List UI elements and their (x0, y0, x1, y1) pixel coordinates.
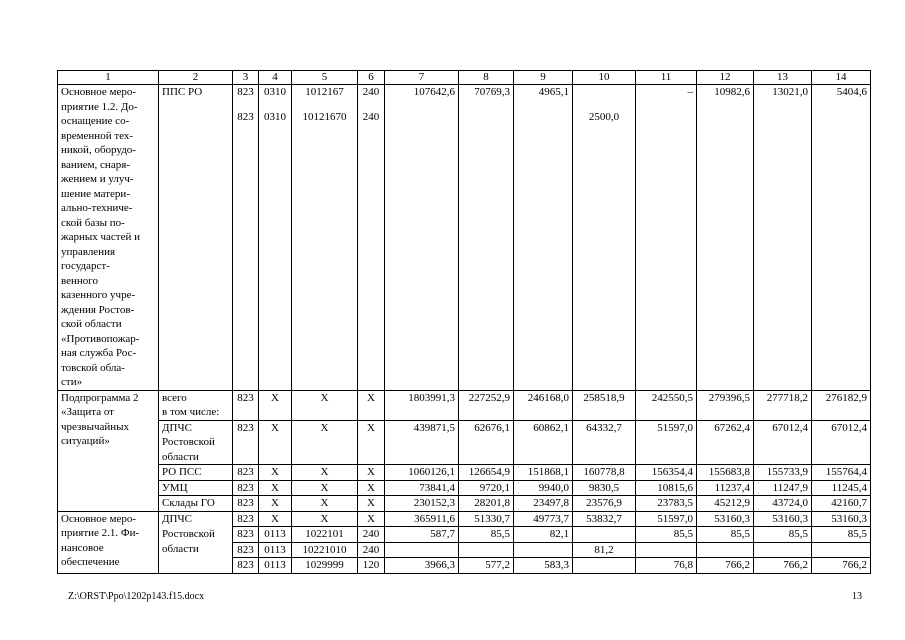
text-line: приятие 2.1. Фи- (61, 527, 140, 539)
header-cell: 13 (754, 71, 812, 85)
cell-col-5: Х (292, 465, 358, 481)
cell-col-7: 365911,6 (385, 511, 459, 527)
cell-col-12 (697, 110, 754, 390)
cell-col-5: Х (292, 496, 358, 512)
text-line: никой, оборудо- (61, 144, 136, 156)
cell-col-10: 81,2 (573, 542, 636, 558)
executor (159, 496, 233, 512)
header-cell: 11 (636, 71, 697, 85)
cell-col-4: 0310 (259, 110, 292, 390)
text-line: Склады ГО (162, 497, 215, 509)
cell-col-6: 240 (358, 85, 385, 111)
cell-col-13: 43724,0 (754, 496, 812, 512)
text-line: ДПЧС (162, 421, 192, 434)
header-cell: 1 (58, 71, 159, 85)
measure-name (58, 511, 159, 573)
header-cell: 10 (573, 71, 636, 85)
cell-col-11: 51597,0 (636, 511, 697, 527)
text-line: «Противопожар- (61, 332, 140, 345)
cell-col-9: 4965,1 (514, 85, 573, 111)
cell-col-9: 82,1 (514, 527, 573, 543)
cell-col-13: 155733,9 (754, 465, 812, 481)
cell-col-8 (459, 542, 514, 558)
executor (159, 390, 233, 420)
text-line: товской обла- (61, 361, 125, 374)
header-cell: 6 (358, 71, 385, 85)
cell-col-12: 279396,5 (697, 390, 754, 420)
cell-col-13: 85,5 (754, 527, 812, 543)
cell-col-8: 51330,7 (459, 511, 514, 527)
cell-col-4: 0310 (259, 85, 292, 111)
cell-col-5: 10221010 (292, 542, 358, 558)
cell-col-6: 120 (358, 558, 385, 574)
cell-col-14: 85,5 (812, 527, 871, 543)
cell-col-8: 70769,3 (459, 85, 514, 111)
cell-col-7: 73841,4 (385, 480, 459, 496)
cell-col-12 (697, 542, 754, 558)
cell-col-9: 151868,1 (514, 465, 573, 481)
header-cell: 9 (514, 71, 573, 85)
cell-col-3: 823 (233, 542, 259, 558)
text-line: «Защита от (61, 406, 114, 418)
cell-col-13 (754, 110, 812, 390)
cell-col-7 (385, 110, 459, 390)
cell-col-12: 45212,9 (697, 496, 754, 512)
text-line: ситуаций» (61, 435, 110, 447)
cell-col-9: 23497,8 (514, 496, 573, 512)
cell-col-7: 230152,3 (385, 496, 459, 512)
text-line: сти» (61, 376, 83, 388)
cell-col-7: 1060126,1 (385, 465, 459, 481)
cell-col-7 (385, 542, 459, 558)
cell-col-3: 823 (233, 480, 259, 496)
text-line: жарных частей и (61, 231, 141, 243)
cell-col-6: 240 (358, 110, 385, 390)
cell-col-11: 242550,5 (636, 390, 697, 420)
table-row (58, 558, 871, 574)
text-line: жением и улуч- (61, 173, 134, 185)
text-line: УМЦ (162, 481, 188, 494)
footer-file-path: Z:\ORST\Ppo\1202p143.f15.docx (68, 591, 205, 602)
cell-col-14: 276182,9 (812, 390, 871, 420)
cell-col-8: 85,5 (459, 527, 514, 543)
table-row (58, 465, 871, 481)
cell-col-11: 156354,4 (636, 465, 697, 481)
text-line: ная служба Рос- (61, 347, 137, 359)
header-cell: 7 (385, 71, 459, 85)
text-line: нансовое (61, 541, 104, 554)
cell-col-11: 76,8 (636, 558, 697, 574)
cell-col-10: 258518,9 (573, 390, 636, 420)
text-line: оснащение со- (61, 115, 130, 127)
cell-col-3: 823 (233, 465, 259, 481)
cell-col-14: 53160,3 (812, 511, 871, 527)
executor (159, 480, 233, 496)
cell-col-11: 85,5 (636, 527, 697, 543)
cell-col-5: 1012167 (292, 85, 358, 111)
text-line: временной тех- (61, 129, 134, 142)
executor (159, 420, 233, 465)
cell-col-14: 5404,6 (812, 85, 871, 111)
table-row (58, 420, 871, 465)
cell-col-14: 67012,4 (812, 420, 871, 465)
cell-col-11: – (636, 85, 697, 111)
cell-col-3: 823 (233, 496, 259, 512)
cell-col-9: 60862,1 (514, 420, 573, 465)
cell-col-7: 439871,5 (385, 420, 459, 465)
text-line: ской области (61, 318, 122, 330)
cell-col-10: 160778,8 (573, 465, 636, 481)
cell-col-4: Х (259, 480, 292, 496)
cell-col-8: 9720,1 (459, 480, 514, 496)
table-row (58, 390, 871, 420)
text-line: государст- (61, 260, 110, 272)
cell-col-4: Х (259, 465, 292, 481)
header-cell: 3 (233, 71, 259, 85)
cell-col-6: Х (358, 390, 385, 420)
cell-col-3: 823 (233, 85, 259, 111)
text-line: области (162, 450, 199, 463)
cell-col-6: Х (358, 465, 385, 481)
cell-col-14: 11245,4 (812, 480, 871, 496)
cell-col-4: Х (259, 420, 292, 465)
text-line: ванием, снаря- (61, 158, 130, 171)
cell-col-14: 42160,7 (812, 496, 871, 512)
text-line: Основное меро- (61, 86, 137, 98)
cell-col-10: 9830,5 (573, 480, 636, 496)
cell-col-6: Х (358, 496, 385, 512)
header-cell: 4 (259, 71, 292, 85)
cell-col-9: 246168,0 (514, 390, 573, 420)
cell-col-6: Х (358, 480, 385, 496)
text-line: ждения Ростов- (61, 303, 135, 316)
cell-col-10 (573, 558, 636, 574)
cell-col-4: 0113 (259, 527, 292, 543)
cell-col-4: Х (259, 496, 292, 512)
cell-col-12: 766,2 (697, 558, 754, 574)
cell-col-13: 766,2 (754, 558, 812, 574)
cell-col-8: 28201,8 (459, 496, 514, 512)
table-row (58, 542, 871, 558)
table-row (58, 527, 871, 543)
cell-col-12: 67262,4 (697, 420, 754, 465)
text-line: управления (61, 245, 116, 258)
cell-col-11 (636, 110, 697, 390)
header-cell: 8 (459, 71, 514, 85)
header-cell: 14 (812, 71, 871, 85)
cell-col-8 (459, 110, 514, 390)
cell-col-13: 13021,0 (754, 85, 812, 111)
cell-col-7: 3966,3 (385, 558, 459, 574)
cell-col-7: 587,7 (385, 527, 459, 543)
text-line: ской базы по- (61, 216, 125, 229)
cell-col-14 (812, 542, 871, 558)
text-line: чрезвычайных (61, 420, 130, 433)
table-row (58, 511, 871, 527)
cell-col-10: 64332,7 (573, 420, 636, 465)
text-line: Основное меро- (61, 512, 137, 525)
cell-col-7: 1803991,3 (385, 390, 459, 420)
cell-col-13: 277718,2 (754, 390, 812, 420)
header-cell: 12 (697, 71, 754, 85)
executor: ДПЧС (159, 511, 233, 527)
cell-col-12: 11237,4 (697, 480, 754, 496)
cell-col-4: 0113 (259, 558, 292, 574)
table-row (58, 85, 871, 111)
table-row (58, 496, 871, 512)
footer-page-number: 13 (852, 591, 862, 602)
cell-col-10 (573, 527, 636, 543)
text-line: ально-техниче- (61, 202, 133, 214)
cell-col-11: 51597,0 (636, 420, 697, 465)
header-row (58, 71, 871, 85)
cell-col-13: 67012,4 (754, 420, 812, 465)
cell-col-12: 10982,6 (697, 85, 754, 111)
text-line: венного (61, 274, 99, 287)
header-cell: 2 (159, 71, 233, 85)
cell-col-12: 155683,8 (697, 465, 754, 481)
header-cell: 5 (292, 71, 358, 85)
cell-col-9: 583,3 (514, 558, 573, 574)
text-line: в том числе: (162, 406, 220, 418)
cell-col-11: 23783,5 (636, 496, 697, 512)
text-line: обеспечение (61, 556, 120, 568)
cell-col-8: 126654,9 (459, 465, 514, 481)
cell-col-5: 1029999 (292, 558, 358, 574)
executor (159, 465, 233, 481)
cell-col-4: Х (259, 390, 292, 420)
cell-col-6: 240 (358, 527, 385, 543)
executor: области (159, 542, 233, 558)
cell-col-9: 9940,0 (514, 480, 573, 496)
cell-col-3: 823 (233, 420, 259, 465)
cell-col-14 (812, 110, 871, 390)
cell-col-14: 766,2 (812, 558, 871, 574)
text-line: шение матери- (61, 187, 130, 200)
text-line: всего (162, 391, 187, 404)
measure-name (58, 85, 159, 391)
cell-col-8: 227252,9 (459, 390, 514, 420)
cell-col-3: 823 (233, 390, 259, 420)
cell-col-3: 823 (233, 558, 259, 574)
cell-col-9 (514, 542, 573, 558)
cell-col-5: 1022101 (292, 527, 358, 543)
cell-col-10 (573, 85, 636, 111)
text-line: РО ПСС (162, 466, 202, 478)
cell-col-9: 49773,7 (514, 511, 573, 527)
cell-col-4: Х (259, 511, 292, 527)
cell-col-7: 107642,6 (385, 85, 459, 111)
cell-col-6: Х (358, 511, 385, 527)
cell-col-13: 11247,9 (754, 480, 812, 496)
executor: Ростовской (159, 527, 233, 543)
cell-col-12: 53160,3 (697, 511, 754, 527)
cell-col-13: 53160,3 (754, 511, 812, 527)
cell-col-14: 155764,4 (812, 465, 871, 481)
text-line: Подпрограмма 2 (61, 391, 139, 404)
cell-col-5: Х (292, 480, 358, 496)
cell-col-4: 0113 (259, 542, 292, 558)
executor (159, 558, 233, 574)
budget-table (57, 70, 871, 574)
text-line: приятие 1.2. До- (61, 100, 138, 113)
cell-col-5: 10121670 (292, 110, 358, 390)
cell-col-8: 577,2 (459, 558, 514, 574)
cell-col-6: 240 (358, 542, 385, 558)
subprogram-name (58, 390, 159, 511)
table-row (58, 480, 871, 496)
cell-col-5: Х (292, 420, 358, 465)
cell-col-3: 823 (233, 110, 259, 390)
cell-col-10: 23576,9 (573, 496, 636, 512)
cell-col-6: Х (358, 420, 385, 465)
cell-col-12: 85,5 (697, 527, 754, 543)
cell-col-8: 62676,1 (459, 420, 514, 465)
cell-col-5: Х (292, 511, 358, 527)
cell-col-3: 823 (233, 527, 259, 543)
cell-col-11: 10815,6 (636, 480, 697, 496)
cell-col-10: 2500,0 (573, 110, 636, 390)
cell-col-9 (514, 110, 573, 390)
cell-col-10: 53832,7 (573, 511, 636, 527)
cell-col-3: 823 (233, 511, 259, 527)
cell-col-11 (636, 542, 697, 558)
cell-col-5: Х (292, 390, 358, 420)
text-line: казенного учре- (61, 289, 136, 301)
cell-col-13 (754, 542, 812, 558)
executor: ППС РО (159, 85, 233, 391)
text-line: Ростовской (162, 436, 215, 448)
